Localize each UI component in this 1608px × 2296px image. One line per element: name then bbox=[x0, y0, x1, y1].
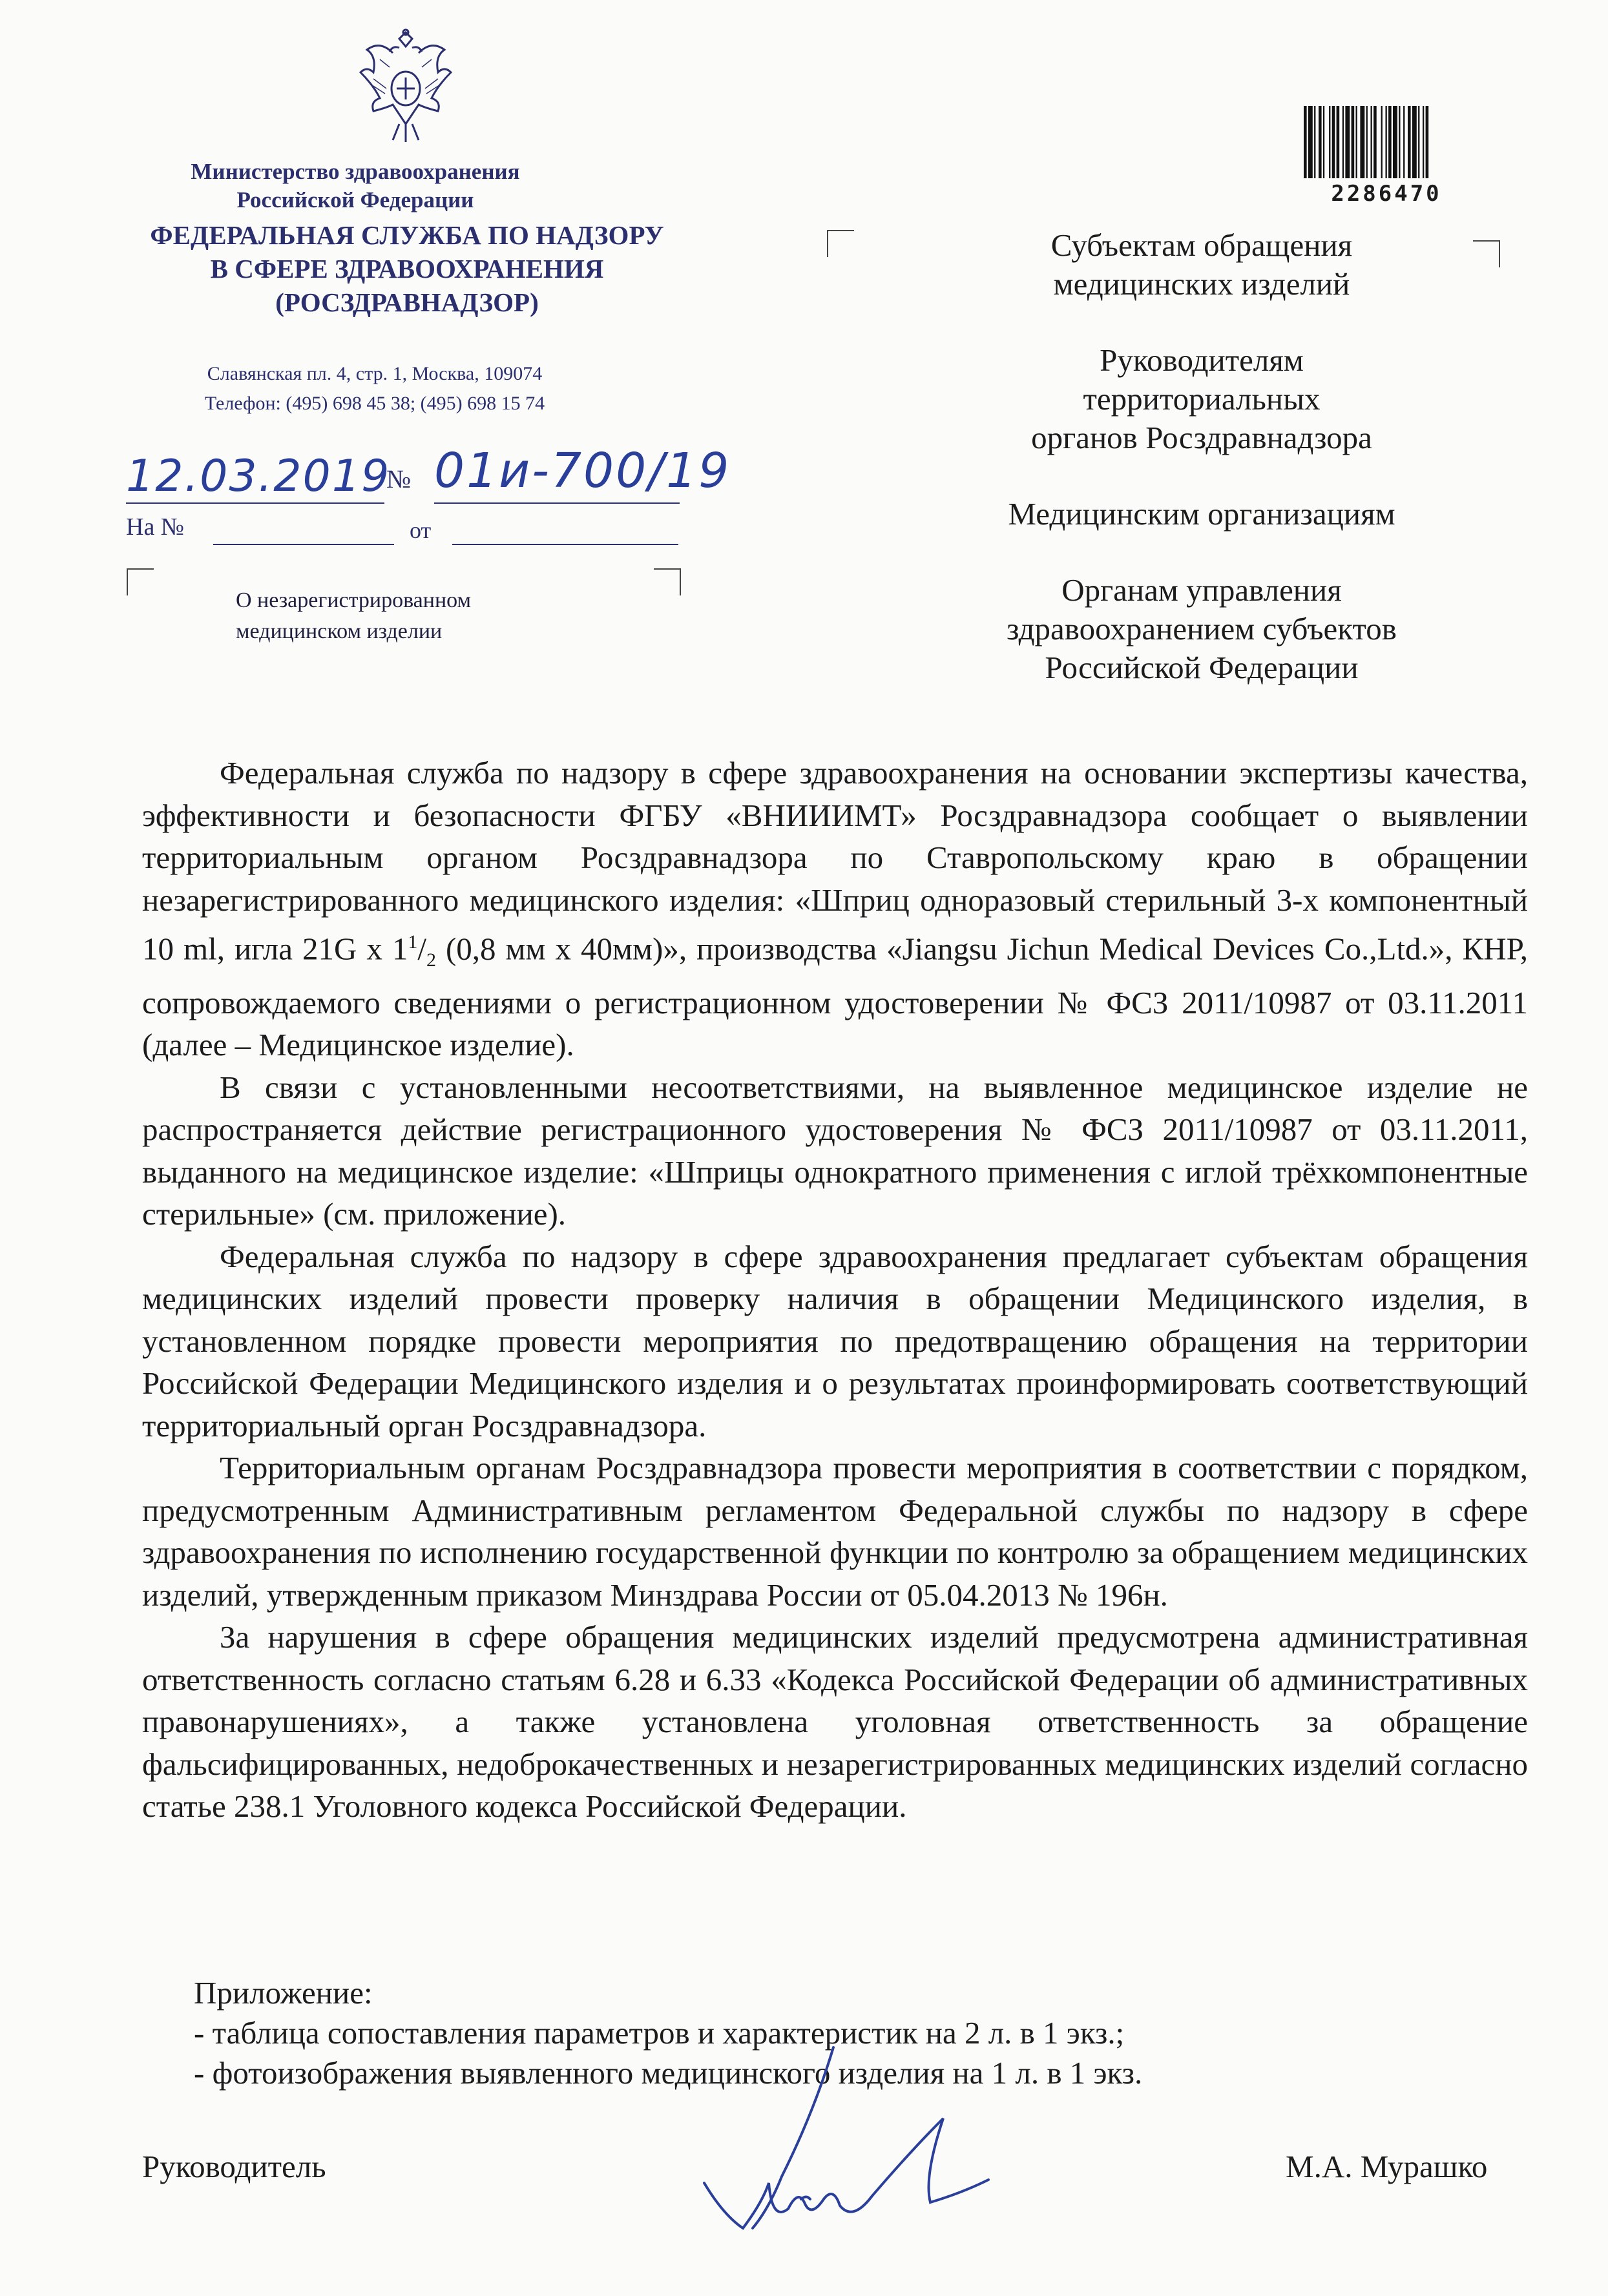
barcode-number: 2286470 bbox=[1331, 181, 1442, 207]
barcode-bar bbox=[1418, 106, 1419, 178]
recipient-heads: Руководителям территориальных органов Росздравнадзора bbox=[1031, 342, 1372, 455]
barcode-bar bbox=[1319, 106, 1322, 178]
body-paragraph-3: Федеральная служба по надзору в сфере здравоохранения предлагает субъектам обращения медицинских изделий провести проверку наличия в обращении Медицинского изделия, в установленном порядке провести мероприятия по предотвращению обращения на территории Российской Федерации Медицинского изделия и о результатах проинформировать соответствующий территориальный орган Росздравнадзора. bbox=[142, 1238, 1528, 1443]
barcode-bar bbox=[1371, 106, 1372, 178]
barcode-bar bbox=[1304, 106, 1307, 178]
barcode-bar bbox=[1373, 106, 1377, 178]
recipient-medical-orgs: Медицинским организациям bbox=[1008, 496, 1395, 532]
appendix-title: Приложение: bbox=[194, 1975, 373, 2011]
address-line: Славянская пл. 4, стр. 1, Москва, 109074 bbox=[207, 363, 543, 384]
barcode-bar bbox=[1314, 106, 1315, 178]
barcode-bar bbox=[1388, 106, 1392, 178]
barcode-bar bbox=[1352, 106, 1355, 178]
body-paragraph-5: За нарушения в сфере обращения медицинских изделий предусмотрена административная ответственность согласно статьям 6.28 и 6.33 «Кодекса Российской Федерации об административных правонарушениях», а также установлена уголовная ответственность за обращение фальсифицированных, недоброкачественных и незарегистрированных медицинских изделий согласно статье 238.1 Уголовного кодекса Российской Федерации. bbox=[142, 1619, 1528, 1825]
body-paragraph-2: В связи с установленными несоответствиями, на выявленное медицинское изделие не распространяется действие регистрационного удостоверения № ФСЗ 2011/10987 от 03.11.2011, выданного на медицинское изделие: «Шприцы однократного применения с иглой трёхкомпонентные стерильные» (см. приложение). bbox=[142, 1069, 1528, 1232]
handwritten-signature bbox=[640, 2034, 1001, 2254]
barcode-bar bbox=[1332, 106, 1335, 178]
barcode-bar bbox=[1386, 106, 1387, 178]
barcode-bar bbox=[1337, 106, 1340, 178]
barcode-bar bbox=[1399, 106, 1400, 178]
recipient-subjects: Субъектам обращения медицинских изделий bbox=[1050, 227, 1353, 302]
barcode-bar bbox=[1329, 106, 1330, 178]
letter-subject: О незарегистрированном медицинском изделии bbox=[236, 588, 472, 643]
appendix-item: - фотоизображения выявленного медицинского изделия на 1 л. в 1 экз. bbox=[194, 2055, 1143, 2091]
subject-corner-right bbox=[654, 568, 681, 595]
barcode-bar bbox=[1342, 106, 1344, 178]
barcode-bar bbox=[1408, 106, 1411, 178]
reply-to-label: На № bbox=[126, 513, 185, 541]
ministry-name: Министерство здравоохранения Российской Федерации bbox=[191, 159, 520, 212]
registration-date: 12.03.2019 bbox=[126, 451, 391, 502]
barcode-bar bbox=[1381, 106, 1383, 178]
barcode-bar bbox=[1403, 106, 1404, 178]
barcode-bar bbox=[1423, 106, 1424, 178]
barcode bbox=[1302, 106, 1470, 178]
from-label: от bbox=[410, 517, 432, 543]
barcode-bar bbox=[1345, 106, 1350, 178]
appendix-item: - таблица сопоставления параметров и характеристик на 2 л. в 1 экз.; bbox=[194, 2015, 1125, 2051]
barcode-bar bbox=[1393, 106, 1397, 178]
body-paragraph-4: Территориальным органам Росздравнадзора провести мероприятия в соответствии с порядком, предусмотренным Административным регламентом Федеральной службы по надзору в сфере здравоохранения по исполнению государственной функции по контролю за обращением медицинских изделий, утвержденным приказом Минздрава России от 05.04.2013 № 196н. bbox=[142, 1450, 1528, 1613]
barcode-bar bbox=[1412, 106, 1417, 178]
barcode-bar bbox=[1426, 106, 1429, 178]
service-address bbox=[116, 359, 633, 419]
body-paragraph-1: Федеральная служба по надзору в сфере здравоохранения на основании экспертизы качества, эффективности и безопасности ФГБУ «ВНИИИМТ» Росздравнадзора сообщает о выявлении территориальным органом Росздравнадзора по Ставропольскому краю в обращении незарегистрированного медицинского изделия: «Шприц одноразовый стерильный 3-х компонентный 10 ml, игла 21G x $1^1/_2$ (0,8 мм x 40мм)», производства «Jiangsu Jichun Medical Devices Co.,Ltd.», КНР, сопровождаемого сведениями о регистрационном удостоверении № ФСЗ 2011/10987 от 03.11.2011 (далее – Медицинское изделие). bbox=[142, 755, 1528, 1063]
signatory-name: М.А. Мурашко bbox=[1286, 2149, 1488, 2184]
barcode-bar bbox=[1366, 106, 1368, 178]
registration-number-label: № bbox=[386, 464, 412, 493]
coat-of-arms-emblem bbox=[354, 27, 457, 150]
barcode-bar bbox=[1323, 106, 1324, 178]
service-name: ФЕДЕРАЛЬНАЯ СЛУЖБА ПО НАДЗОРУ В СФЕРЕ ЗДРАВООХРАНЕНИЯ (РОСЗДРАВНАДЗОР) bbox=[150, 220, 664, 317]
recipients-block bbox=[892, 226, 1512, 725]
registration-number: 01и-700/19 bbox=[434, 443, 731, 499]
barcode-bar bbox=[1308, 106, 1313, 178]
barcode-bar bbox=[1356, 106, 1357, 178]
signatory-role: Руководитель bbox=[142, 2149, 326, 2184]
recipient-corner-left bbox=[827, 230, 854, 257]
letter-body bbox=[142, 752, 1528, 1828]
phone-line: Телефон: (495) 698 45 38; (495) 698 15 74 bbox=[204, 393, 545, 414]
barcode-bar bbox=[1360, 106, 1364, 178]
recipient-health-authorities: Органам управления здравоохранением субъектов Российской Федерации bbox=[1007, 572, 1397, 685]
subject-corner-left bbox=[127, 568, 154, 595]
